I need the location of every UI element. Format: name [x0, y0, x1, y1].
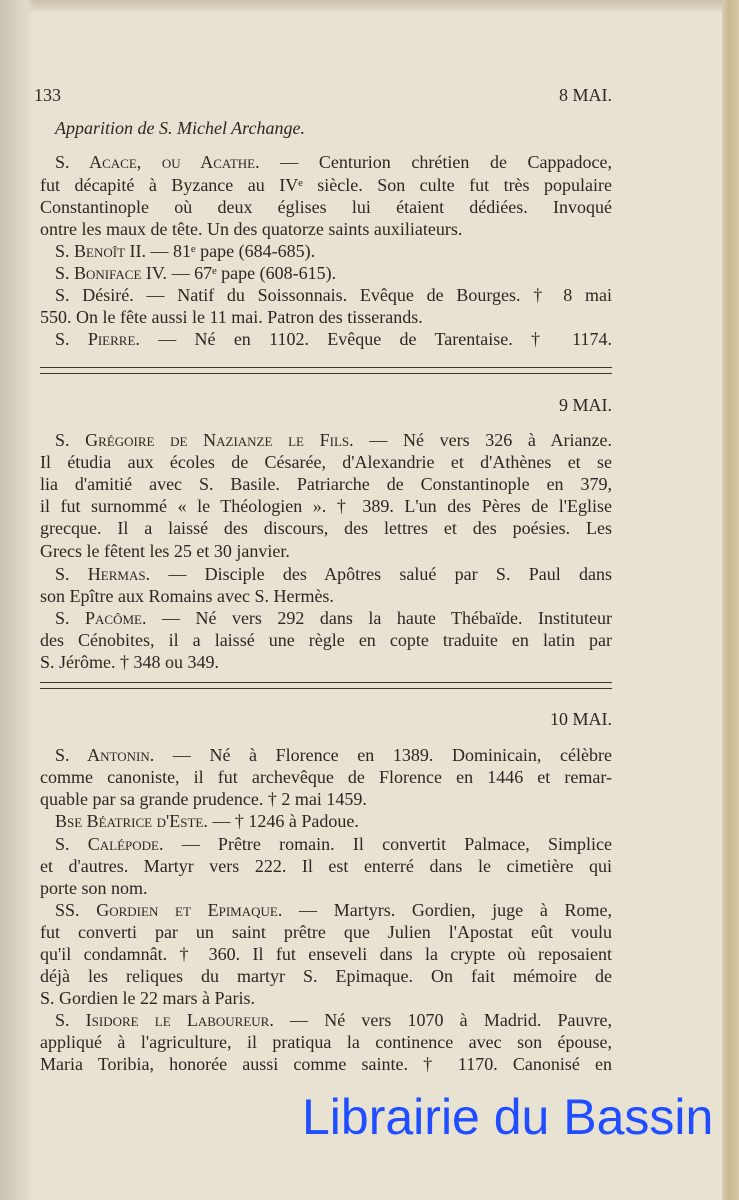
line-text: quable par sa grande prudence. † 2 mai 1459. [40, 789, 367, 809]
text-line [40, 174, 612, 196]
entry-heading-line [55, 328, 612, 350]
text-line [40, 987, 612, 1009]
text-line [40, 585, 612, 607]
line-text: Maria Toribia, honorée aussi comme sainte. † 1170. Canonisé en [40, 1054, 612, 1074]
line-text: Constantinople où deux églises lui étaient dédiées. Invoqué [40, 197, 612, 217]
line-text: des Cénobites, il a laissé une règle en copte traduite en latin par [40, 630, 612, 650]
line-text: et d'autres. Martyr vers 222. Il est enterré dans le cimetière qui [40, 856, 612, 876]
binding-shadow [0, 0, 34, 1200]
line-text: porte son nom. [40, 878, 148, 898]
text-line [40, 965, 612, 987]
section-date-9-mai: 9 MAI. [559, 395, 612, 415]
line-text: — Prêtre romain. Il convertit Palmace, Simplice [163, 834, 612, 854]
saint-name: S. Isidore le Laboureur. [55, 1010, 274, 1030]
line-text: Grecs le fêtent les 25 et 30 janvier. [40, 541, 290, 561]
line-text: — Disciple des Apôtres salué par S. Paul dans [150, 564, 612, 584]
line-text: déjà les reliques du martyr S. Epimaque. On fait mémoire de [40, 966, 612, 986]
entry-heading-line [55, 607, 612, 629]
text-line [40, 921, 612, 943]
text-line [40, 855, 612, 877]
line-text: S. Jérôme. † 348 ou 349. [40, 652, 219, 672]
line-text: — Martyrs. Gordien, juge à Rome, [282, 900, 612, 920]
entry-heading-line [55, 1009, 612, 1031]
saint-name: S. Pacôme. [55, 608, 147, 628]
entry-heading-line [55, 899, 612, 921]
saint-name: S. Hermas. [55, 564, 151, 584]
entry-heading-line [55, 563, 612, 585]
section-divider [40, 367, 612, 374]
line-text: il fut surnommé « le Théologien ». † 389. L'un des Pères de l'Eglise [40, 496, 612, 516]
text-line [40, 766, 612, 788]
line-text: son Epître aux Romains avec S. Hermès. [40, 586, 334, 606]
line-text: — 67ᵉ pape (608-615). [167, 263, 337, 283]
text-line [40, 196, 612, 218]
text-line [40, 943, 612, 965]
text-line [40, 306, 612, 328]
line-text: appliqué à l'agriculture, il pratiqua la continence avec son épouse, [40, 1032, 612, 1052]
text-line [55, 284, 612, 306]
entry-heading-line [55, 833, 612, 855]
line-text: comme canoniste, il fut archevêque de Florence en 1446 et remar- [40, 767, 612, 787]
text-line [40, 517, 612, 539]
saint-name: SS. Gordien et Epimaque. [55, 900, 283, 920]
line-text: grecque. Il a laissé des discours, des lettres et des poésies. Les [40, 518, 612, 538]
entry-heading-line [55, 744, 612, 766]
page-top-edge [0, 0, 739, 12]
saint-name: S. Pierre. [55, 329, 140, 349]
text-line [40, 629, 612, 651]
line-text: S. Désiré. — Natif du Soissonnais. Evêque de Bourges. † 8 mai [55, 285, 612, 305]
line-text: — † 1246 à Padoue. [207, 811, 359, 831]
saint-name: S. Grégoire de Nazianze le Fils. [55, 430, 354, 450]
entry-heading-line [55, 151, 612, 173]
line-text: fut converti par un saint prêtre que Julien l'Apostat eût voulu [40, 922, 612, 942]
line-text: — Né à Florence en 1389. Dominicain, célèbre [154, 745, 612, 765]
entry-heading-line [55, 810, 612, 832]
saint-name: Bse Béatrice d'Este. [55, 811, 208, 831]
text-line [40, 218, 612, 240]
saint-name: S. Acace, ou Acathe. [55, 152, 260, 172]
watermark: Librairie du Bassin [302, 1089, 714, 1145]
saint-name: S. Calépode. [55, 834, 164, 854]
line-text: — 81ᵉ pape (684-685). [146, 241, 316, 261]
page-right-edge [722, 0, 739, 1200]
entry-heading-line [55, 240, 612, 262]
line-text: qu'il condamnât. † 360. Il fut enseveli dans la crypte où reposaient [40, 944, 612, 964]
text-line [40, 451, 612, 473]
saint-name: S. Antonin. [55, 745, 155, 765]
saint-name: S. Boniface IV. [55, 263, 168, 283]
line-text: lia d'amitié avec S. Basile. Patriarche de Constantinople en 379, [40, 474, 612, 494]
line-text: S. Gordien le 22 mars à Paris. [40, 988, 255, 1008]
line-text: Apparition de S. Michel Archange. [55, 118, 305, 138]
text-line [40, 1053, 612, 1075]
text-line [40, 1031, 612, 1053]
line-text: — Né vers 292 dans la haute Thébaïde. Instituteur [146, 608, 612, 628]
text-line [40, 651, 612, 673]
text-line [40, 788, 612, 810]
line-text: — Né en 1102. Evêque de Tarentaise. † 1174. [139, 329, 612, 349]
page-number: 133 [34, 85, 61, 105]
text-line [40, 540, 612, 562]
line-text: — Centurion chrétien de Cappadoce, [259, 152, 612, 172]
entry-heading-line [55, 429, 612, 451]
saint-name: S. Benoît II. [55, 241, 146, 261]
text-line [40, 495, 612, 517]
line-text: Il étudia aux écoles de Césarée, d'Alexandrie et d'Athènes et se [40, 452, 612, 472]
entry-heading-line [55, 262, 612, 284]
section-divider [40, 682, 612, 689]
line-text: fut décapité à Byzance au IVᵉ siècle. Son culte fut très populaire [40, 175, 612, 195]
line-text: 550. On le fête aussi le 11 mai. Patron des tisserands. [40, 307, 423, 327]
text-line [55, 117, 612, 139]
section-date-10-mai: 10 MAI. [550, 709, 612, 729]
running-date: 8 MAI. [559, 85, 612, 105]
text-line [40, 473, 612, 495]
line-text: — Né vers 326 à Arianze. [353, 430, 612, 450]
line-text: ontre les maux de tête. Un des quatorze saints auxiliateurs. [40, 219, 463, 239]
text-line [40, 877, 612, 899]
line-text: — Né vers 1070 à Madrid. Pauvre, [273, 1010, 612, 1030]
